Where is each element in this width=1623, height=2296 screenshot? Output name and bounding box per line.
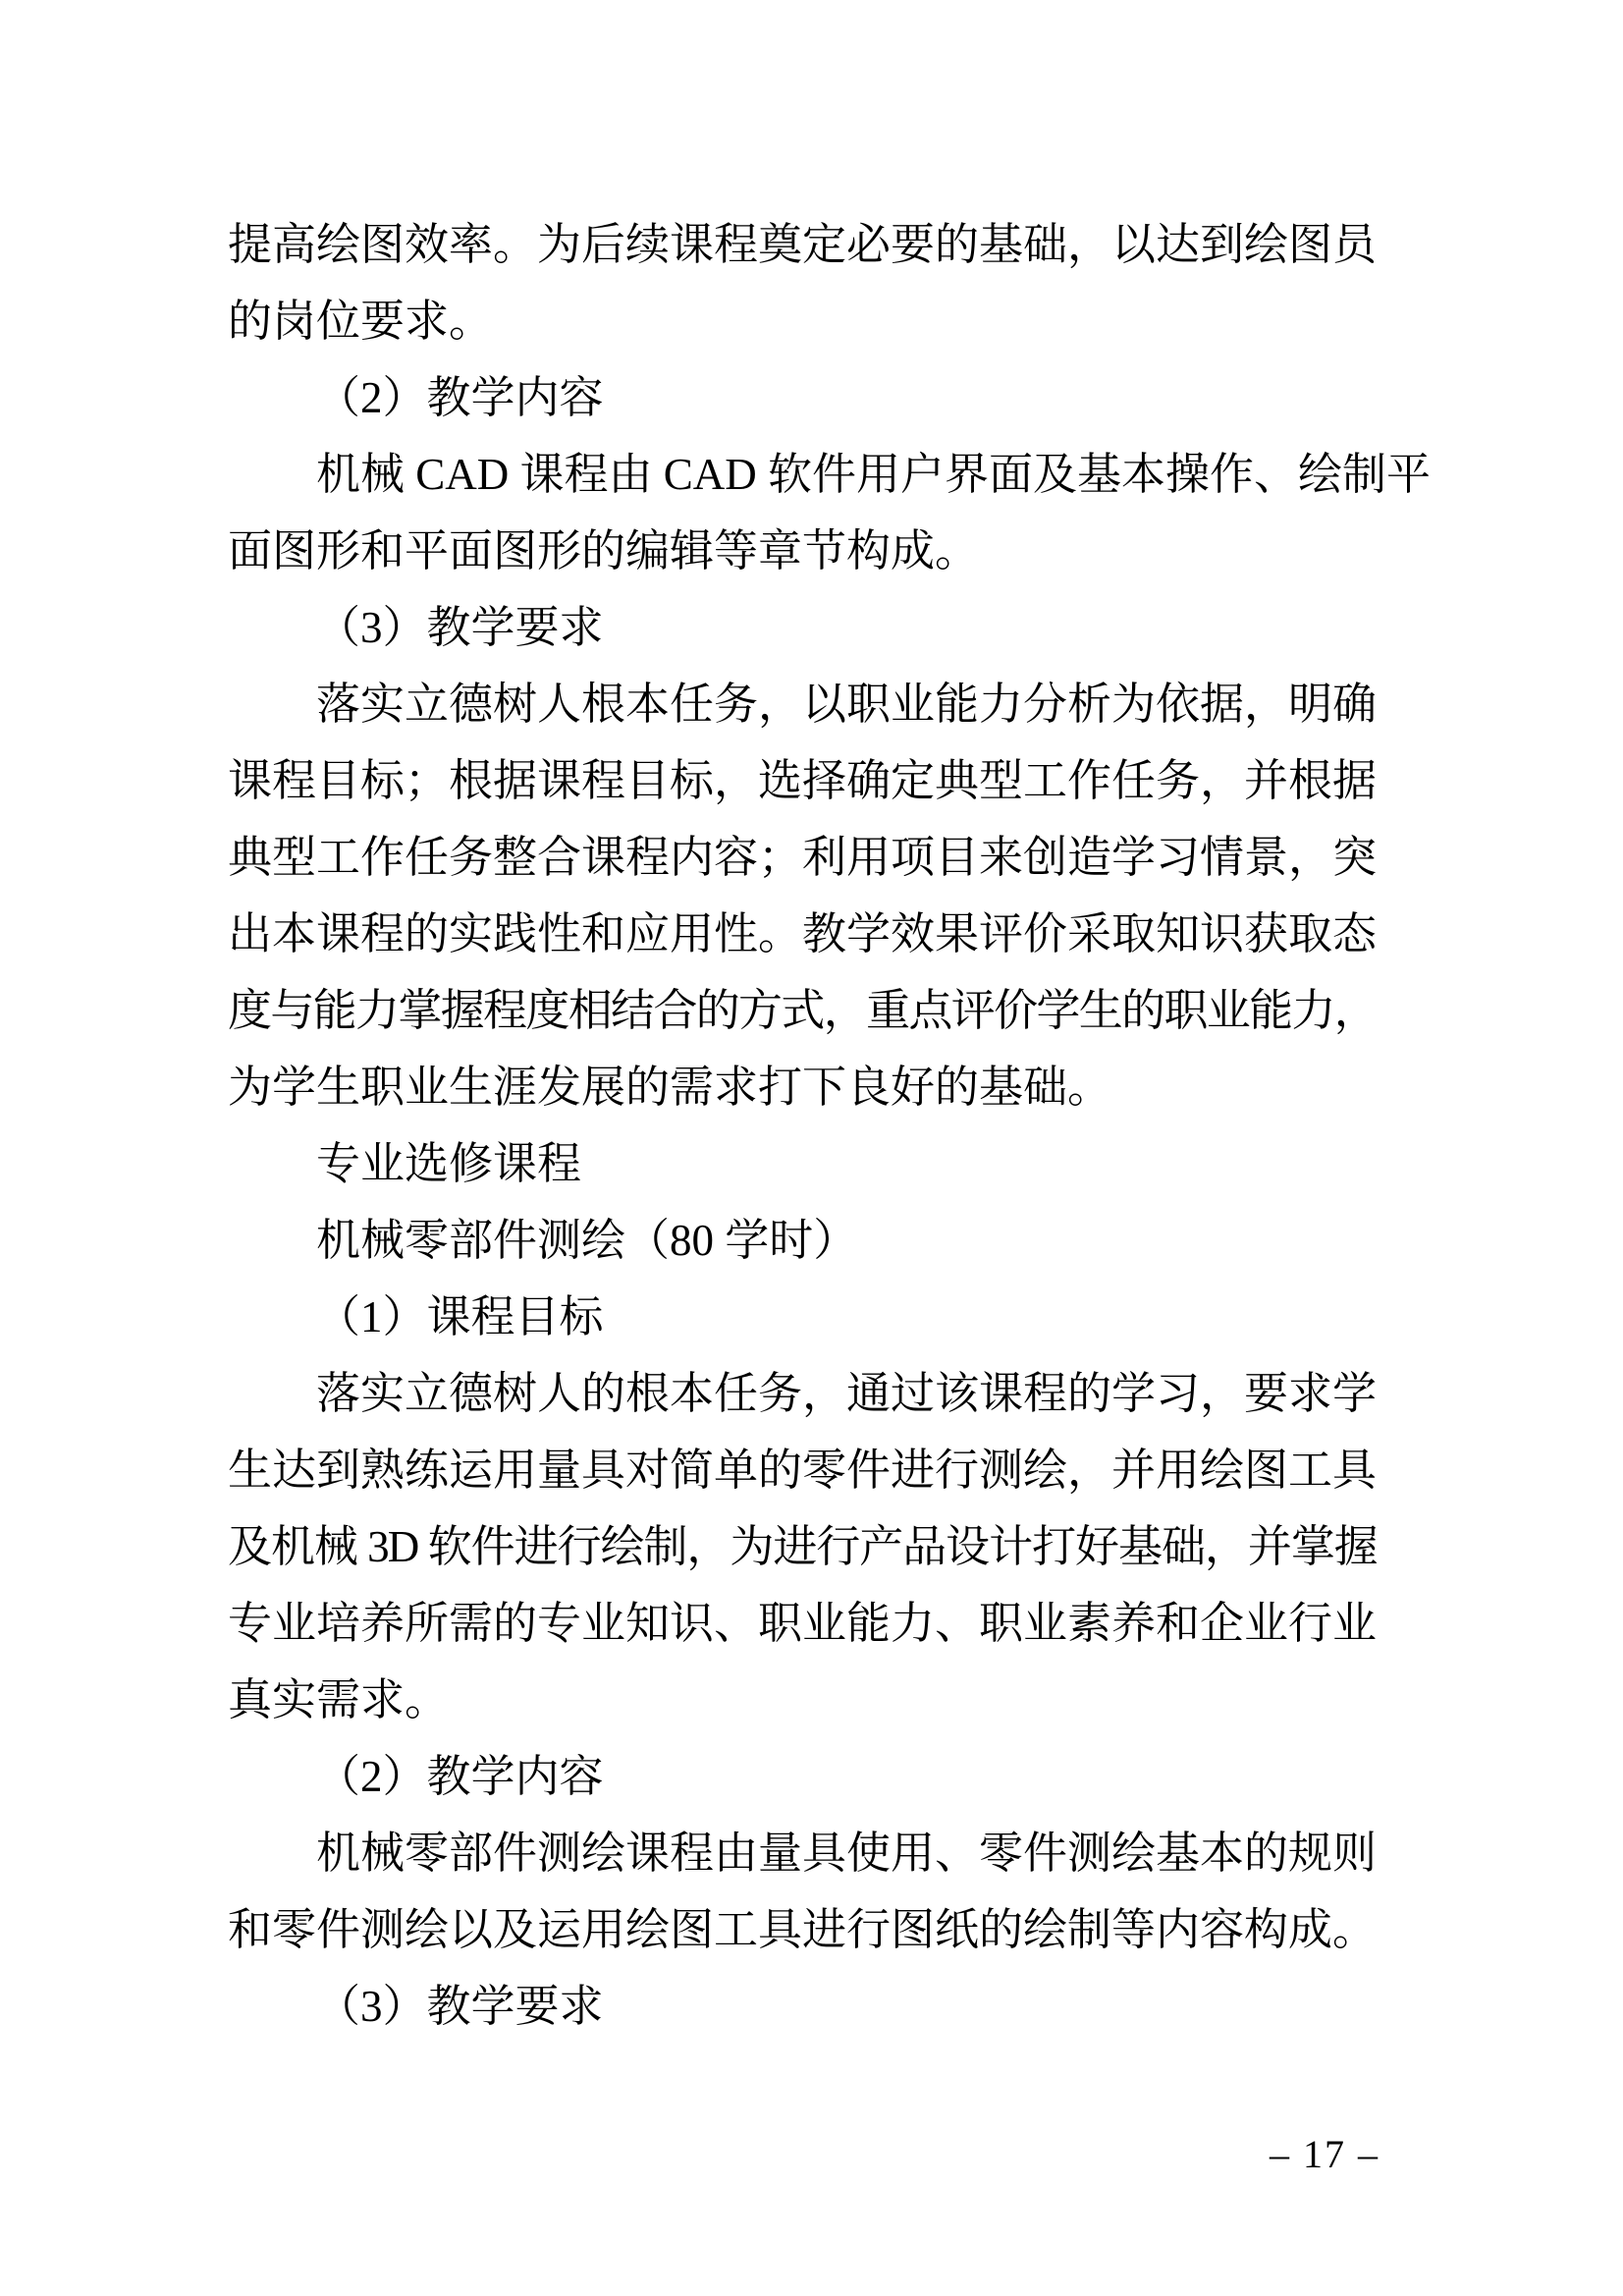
document-line: 出本课程的实践性和应用性。教学效果评价采取知识获取态 [228, 909, 1378, 958]
document-line: 专业选修课程 [316, 1139, 582, 1188]
document-line: 落实立德树人根本任务，以职业能力分析为依据，明确 [316, 680, 1378, 729]
document-line: （2）教学内容 [316, 373, 604, 422]
document-line: 生达到熟练运用量具对简单的零件进行测绘，并用绘图工具 [228, 1446, 1378, 1495]
document-line: 及机械 3D 软件进行绘制，为进行产品设计打好基础，并掌握 [228, 1522, 1377, 1571]
text-block [228, 206, 1432, 2045]
document-line: 提高绘图效率。为后续课程奠定必要的基础，以达到绘图员 [228, 220, 1378, 269]
page-number: – 17 – [1270, 2132, 1380, 2176]
document-line: 真实需求。 [228, 1675, 450, 1724]
document-line: 和零件测绘以及运用绘图工具进行图纸的绘制等内容构成。 [228, 1905, 1378, 1954]
document-line: 课程目标；根据课程目标，选择确定典型工作任务，并根据 [228, 756, 1378, 805]
document-line: 的岗位要求。 [228, 297, 494, 346]
document-line: 度与能力掌握程度相结合的方式，重点评价学生的职业能力， [228, 986, 1377, 1035]
document-line: （3）教学要求 [316, 1982, 604, 2031]
document-line: 为学生职业生涯发展的需求打下良好的基础。 [228, 1063, 1112, 1112]
document-line: 机械零部件测绘课程由量具使用、零件测绘基本的规则 [316, 1829, 1378, 1878]
document-line: 机械零部件测绘（80 学时） [316, 1216, 858, 1265]
document-line: （2）教学内容 [316, 1752, 604, 1801]
document-line: 典型工作任务整合课程内容；利用项目来创造学习情景，突 [228, 833, 1378, 882]
document-line: （1）课程目标 [316, 1292, 604, 1341]
document-line: （3）教学要求 [316, 603, 604, 652]
document-line: 机械 CAD 课程由 CAD 软件用户界面及基本操作、绘制平 [316, 450, 1432, 499]
document-line: 面图形和平面图形的编辑等章节构成。 [228, 526, 980, 575]
document-line: 落实立德树人的根本任务，通过该课程的学习，要求学 [316, 1369, 1378, 1418]
document-line: 专业培养所需的专业知识、职业能力、职业素养和企业行业 [228, 1599, 1378, 1648]
